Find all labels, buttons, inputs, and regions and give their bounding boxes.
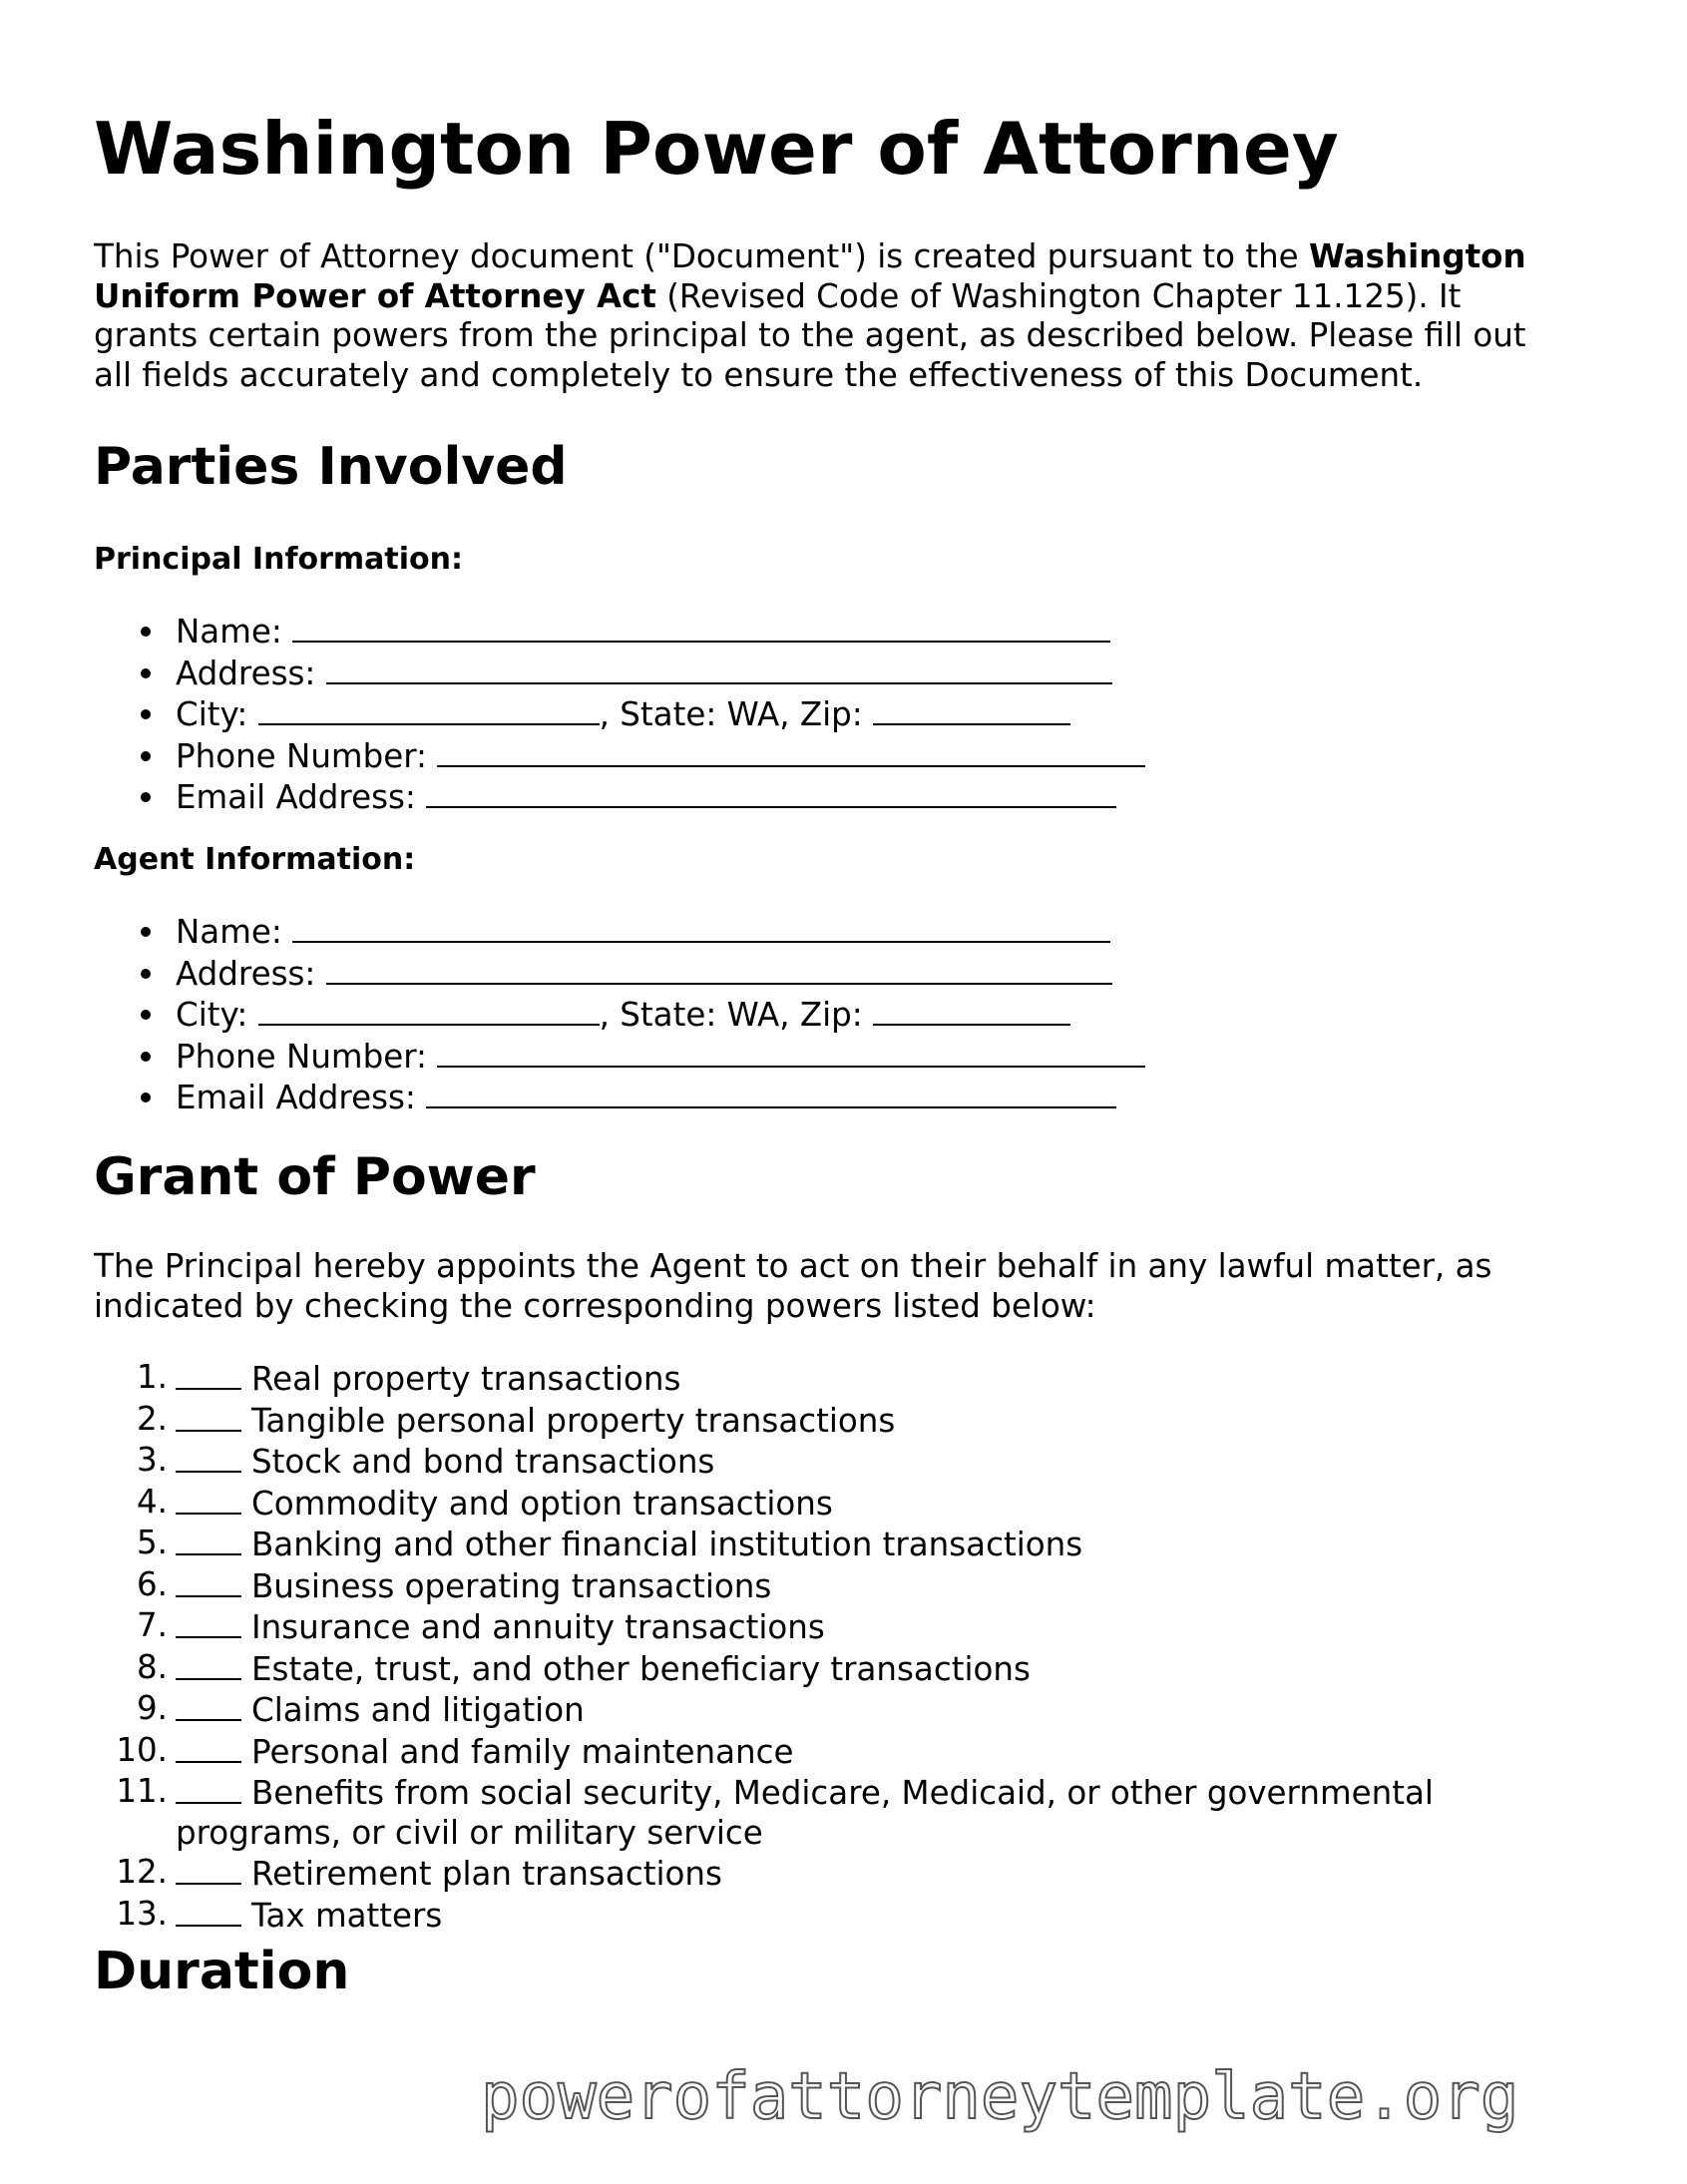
principal-email-row [94, 776, 1145, 818]
agent-address-row [94, 953, 1145, 995]
power-check-blank[interactable] [176, 1853, 241, 1885]
power-check-blank[interactable] [176, 1400, 241, 1432]
power-label: Claims and litigation [251, 1691, 585, 1729]
agent-name-label: Name: [176, 913, 282, 951]
power-item [94, 1731, 1570, 1773]
agent-fields [94, 911, 1145, 1118]
agent-heading: Agent Information: [94, 842, 416, 877]
agent-phone-label: Phone Number: [176, 1037, 427, 1076]
power-number: 3. [136, 1441, 168, 1479]
power-label: Commodity and option transactions [251, 1484, 833, 1523]
power-label: Stock and bond transactions [251, 1443, 715, 1481]
power-number: 13. [116, 1894, 168, 1933]
power-check-blank[interactable] [176, 1606, 241, 1638]
power-item [94, 1689, 1570, 1731]
agent-address-label: Address: [176, 954, 316, 993]
power-label: Personal and family maintenance [251, 1732, 794, 1771]
agent-name-row [94, 911, 1145, 953]
power-number: 12. [116, 1853, 168, 1891]
principal-state-zip-label: , State: WA, Zip: [599, 695, 863, 733]
principal-address-blank[interactable] [326, 653, 1112, 684]
power-number: 6. [136, 1564, 168, 1603]
power-number: 8. [136, 1647, 168, 1686]
agent-email-label: Email Address: [176, 1079, 416, 1116]
power-number: 1. [136, 1358, 168, 1396]
intro-text-end: (Revised Code of Washington Chapter 11.125). It grants certain powers from the principal to the agent, as described below. Please fill out all fields accurately and completely to ensure the effectiveness of this Document. [94, 276, 1526, 394]
duration-heading: Duration [94, 1942, 350, 2001]
power-check-blank[interactable] [176, 1441, 241, 1473]
agent-city-label: City: [176, 996, 248, 1034]
powers-list [94, 1358, 1570, 1936]
power-label: Tax matters [251, 1896, 443, 1935]
principal-name-blank[interactable] [292, 611, 1110, 643]
agent-phone-row [94, 1036, 1145, 1078]
watermark-text: powerofattorneytemplate.org [481, 2060, 1519, 2134]
principal-city-blank[interactable] [258, 693, 600, 725]
principal-email-blank[interactable] [426, 776, 1116, 808]
power-number: 9. [136, 1689, 168, 1727]
power-label: Insurance and annuity transactions [251, 1608, 825, 1646]
agent-email-row [94, 1077, 1145, 1118]
power-check-blank[interactable] [176, 1772, 241, 1804]
principal-address-row [94, 653, 1145, 694]
power-item [94, 1358, 1570, 1400]
document-title: Washington Power of Attorney [94, 107, 1339, 191]
power-check-blank[interactable] [176, 1524, 241, 1555]
power-check-blank[interactable] [176, 1895, 241, 1927]
power-item [94, 1772, 1570, 1853]
power-item [94, 1524, 1570, 1565]
power-check-blank[interactable] [176, 1731, 241, 1763]
parties-heading: Parties Involved [94, 437, 568, 497]
agent-phone-blank[interactable] [437, 1036, 1145, 1068]
power-label: Business operating transactions [251, 1566, 772, 1605]
intro-paragraph [94, 237, 1570, 395]
power-item [94, 1441, 1570, 1483]
principal-heading: Principal Information: [94, 542, 464, 577]
power-check-blank[interactable] [176, 1358, 241, 1390]
power-label: Retirement plan transactions [251, 1855, 722, 1893]
power-number: 2. [136, 1399, 168, 1438]
principal-city-label: City: [176, 695, 248, 733]
power-number: 4. [136, 1482, 168, 1521]
agent-name-blank[interactable] [292, 911, 1110, 943]
agent-city-row [94, 994, 1145, 1036]
principal-fields [94, 611, 1145, 818]
power-item [94, 1648, 1570, 1690]
power-item [94, 1895, 1570, 1937]
power-label: Tangible personal property transactions [251, 1401, 896, 1440]
principal-phone-row [94, 735, 1145, 777]
power-check-blank[interactable] [176, 1648, 241, 1680]
power-check-blank[interactable] [176, 1565, 241, 1597]
agent-address-blank[interactable] [326, 953, 1112, 985]
principal-name-label: Name: [176, 613, 282, 651]
agent-zip-blank[interactable] [873, 994, 1070, 1026]
principal-zip-blank[interactable] [873, 693, 1070, 725]
power-label: Banking and other financial institution transactions [251, 1526, 1083, 1563]
principal-email-label: Email Address: [176, 778, 416, 816]
grant-paragraph: The Principal hereby appoints the Agent to act on their behalf in any lawful matter, as indicated by checking the corresponding powers listed below: [94, 1247, 1492, 1325]
power-item [94, 1565, 1570, 1607]
principal-address-label: Address: [176, 654, 316, 692]
power-label: Estate, trust, and other beneficiary transactions [251, 1649, 1031, 1688]
power-number: 11. [116, 1772, 168, 1810]
principal-city-row [94, 693, 1145, 735]
principal-name-row [94, 611, 1145, 653]
agent-city-blank[interactable] [258, 994, 600, 1026]
power-number: 10. [116, 1730, 168, 1769]
power-check-blank[interactable] [176, 1689, 241, 1721]
agent-state-zip-label: , State: WA, Zip: [599, 996, 863, 1034]
power-item [94, 1400, 1570, 1442]
power-label: Benefits from social security, Medicare, Medicaid, or other governmental programs, or civil or military service [176, 1774, 1434, 1852]
power-check-blank[interactable] [176, 1483, 241, 1515]
power-item [94, 1853, 1570, 1895]
agent-email-blank[interactable] [426, 1077, 1116, 1108]
principal-phone-blank[interactable] [437, 735, 1145, 767]
power-number: 7. [136, 1606, 168, 1644]
intro-text-start: This Power of Attorney document ("Document") is created pursuant to the [94, 237, 1309, 275]
power-number: 5. [136, 1524, 168, 1561]
act-name: Washington Uniform Power of Attorney Act [94, 237, 1526, 315]
power-item [94, 1606, 1570, 1648]
power-item [94, 1483, 1570, 1525]
principal-phone-label: Phone Number: [176, 736, 427, 775]
grant-heading: Grant of Power [94, 1147, 536, 1207]
power-label: Real property transactions [251, 1360, 681, 1398]
